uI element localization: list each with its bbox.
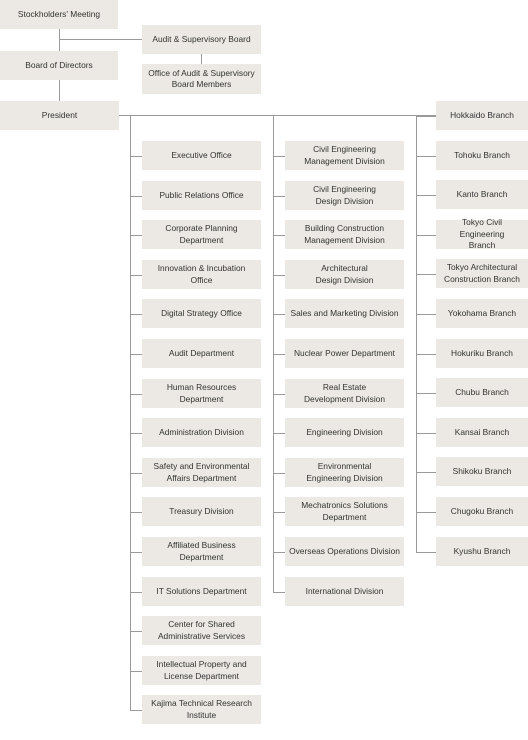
division-box: Civil Engineering Design Division — [285, 181, 404, 210]
office-connector — [130, 473, 142, 474]
branch-connector — [416, 195, 436, 196]
branch-connector — [416, 314, 436, 315]
office-box: Safety and Environmental Affairs Department — [142, 458, 261, 487]
branch-box: Yokohama Branch — [436, 299, 528, 328]
branch-box: Kanto Branch — [436, 180, 528, 209]
office-box: Administration Division — [142, 418, 261, 447]
office-connector — [130, 592, 142, 593]
president-box: President — [0, 101, 119, 130]
division-connector — [273, 433, 285, 434]
branch-box: Hokuriku Branch — [436, 339, 528, 368]
division-connector — [273, 156, 285, 157]
branch-box: Kyushu Branch — [436, 537, 528, 566]
division-box: Environmental Engineering Division — [285, 458, 404, 487]
division-connector — [273, 512, 285, 513]
branch-box: Tohoku Branch — [436, 141, 528, 170]
division-connector — [273, 314, 285, 315]
branch-box: Tokyo Architectural Construction Branch — [436, 259, 528, 288]
office-box: Affiliated Business Department — [142, 537, 261, 566]
offices-spine — [130, 115, 131, 711]
branch-connector — [416, 274, 436, 275]
division-box: Mechatronics Solutions Department — [285, 497, 404, 526]
office-connector — [130, 552, 142, 553]
office-connector — [130, 354, 142, 355]
division-connector — [273, 394, 285, 395]
branch-connector — [416, 156, 436, 157]
branch-connector — [416, 512, 436, 513]
division-connector — [273, 235, 285, 236]
office-connector — [130, 512, 142, 513]
office-connector — [130, 394, 142, 395]
division-box: International Division — [285, 577, 404, 606]
division-box: Building Construction Management Division — [285, 220, 404, 249]
division-box: Sales and Marketing Division — [285, 299, 404, 328]
audit-supervisory-board-box: Audit & Supervisory Board — [142, 25, 261, 54]
board-of-directors-box: Board of Directors — [0, 51, 118, 80]
office-connector — [130, 156, 142, 157]
branch-connector — [416, 235, 436, 236]
office-box: Public Relations Office — [142, 181, 261, 210]
division-connector — [273, 473, 285, 474]
office-box: Center for Shared Administrative Services — [142, 616, 261, 645]
branch-box: Hokkaido Branch — [436, 101, 528, 130]
division-connector — [273, 275, 285, 276]
branch-connector — [416, 393, 436, 394]
audit-office-box: Office of Audit & Supervisory Board Members — [142, 64, 261, 94]
office-connector — [130, 671, 142, 672]
branch-box: Chugoku Branch — [436, 497, 528, 526]
office-connector — [130, 196, 142, 197]
connector-president-offices-drop — [119, 115, 130, 116]
office-connector — [130, 314, 142, 315]
office-box: IT Solutions Department — [142, 577, 261, 606]
division-connector — [273, 354, 285, 355]
office-connector — [130, 631, 142, 632]
office-box: Treasury Division — [142, 497, 261, 526]
stockholders-meeting-box: Stockholders' Meeting — [0, 0, 118, 29]
connector-president-bus — [119, 115, 436, 116]
branch-box: Chubu Branch — [436, 378, 528, 407]
branch-box: Kansai Branch — [436, 418, 528, 447]
office-box: Corporate Planning Department — [142, 220, 261, 249]
office-connector — [130, 235, 142, 236]
connector-audit-office — [201, 54, 202, 64]
division-box: Engineering Division — [285, 418, 404, 447]
division-box: Overseas Operations Division — [285, 537, 404, 566]
division-box: Civil Engineering Management Division — [285, 141, 404, 170]
branch-connector — [416, 472, 436, 473]
office-connector — [130, 710, 142, 711]
office-box: Digital Strategy Office — [142, 299, 261, 328]
division-connector — [273, 196, 285, 197]
branch-connector — [416, 116, 436, 117]
connector-board-president — [59, 80, 60, 101]
branches-spine — [416, 115, 417, 552]
office-connector — [130, 275, 142, 276]
office-connector — [130, 433, 142, 434]
office-box: Kajima Technical Research Institute — [142, 695, 261, 724]
office-box: Audit Department — [142, 339, 261, 368]
division-connector — [273, 592, 285, 593]
office-box: Innovation & Incubation Office — [142, 260, 261, 289]
branch-connector — [416, 354, 436, 355]
branch-connector — [416, 433, 436, 434]
division-box: Nuclear Power Department — [285, 339, 404, 368]
branch-box: Tokyo Civil Engineering Branch — [436, 220, 528, 249]
branch-connector — [416, 552, 436, 553]
division-connector — [273, 552, 285, 553]
office-box: Executive Office — [142, 141, 261, 170]
connector-stockholders-board — [59, 29, 60, 51]
division-box: Real Estate Development Division — [285, 379, 404, 408]
office-box: Human Resources Department — [142, 379, 261, 408]
connector-board-audit — [60, 39, 142, 40]
branch-box: Shikoku Branch — [436, 457, 528, 486]
division-box: Architectural Design Division — [285, 260, 404, 289]
office-box: Intellectual Property and License Department — [142, 656, 261, 685]
